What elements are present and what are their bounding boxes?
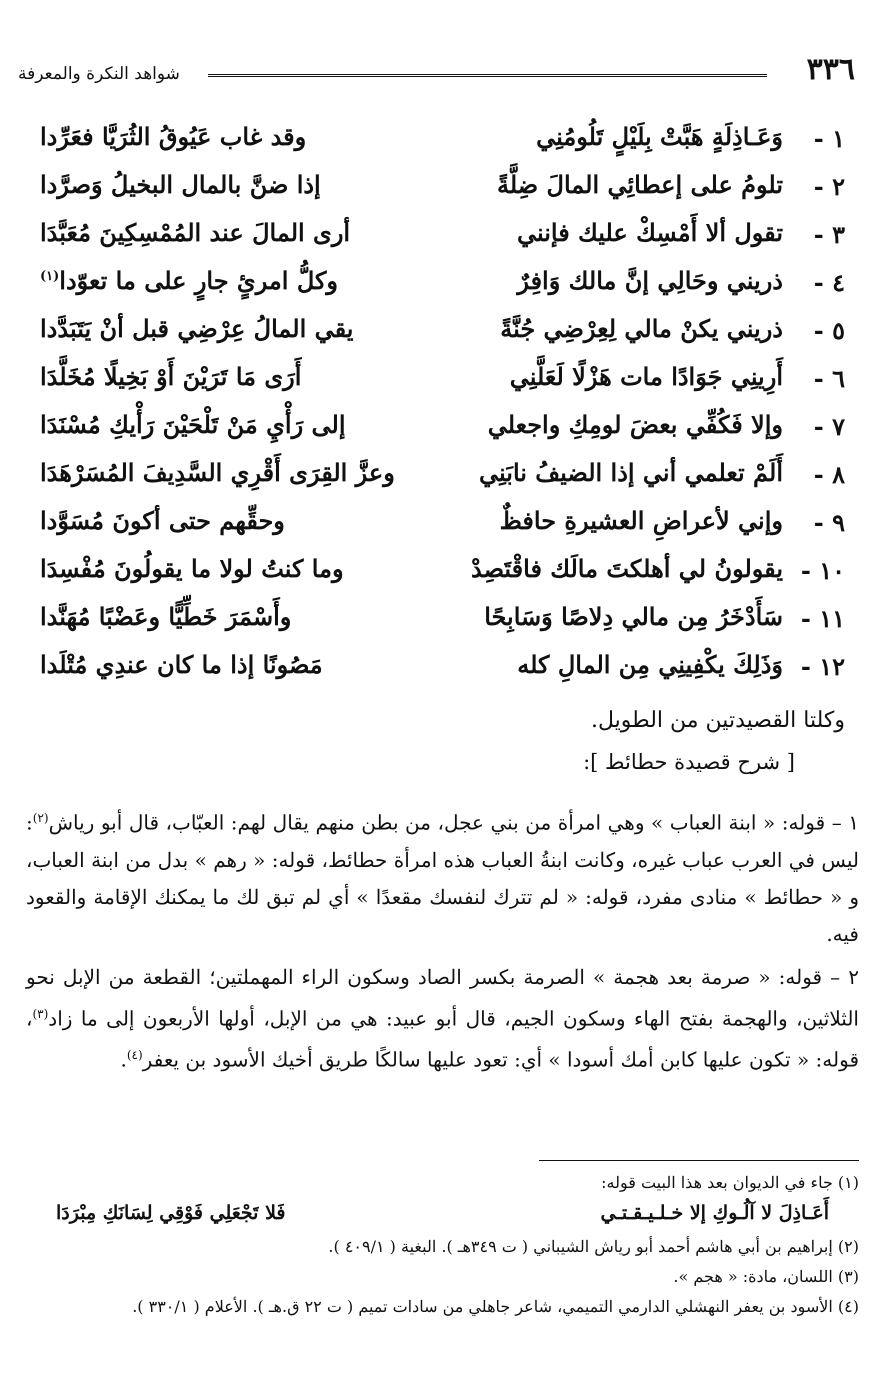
verse-first-hemistich: تقول ألا أَمْسِكْ عليك فإنني [516, 218, 783, 247]
verse-second-hemistich [40, 650, 430, 679]
verse-number: ٨ - [813, 460, 845, 489]
paragraph-text: ٢ – قوله: « صرمة بعد هجمة » الصرمة بكسر الصاد وسكون الراء المهملتين؛ القطعة من الإبل نحو الثلاثين، والهجمة بفتح الهاء وسكون الجيم، قال أبو عبيد: هي من الإبل، أولها الأربعون إلى ما زاد [26, 964, 859, 1031]
verse-second-hemistich-text: وعزَّ القِرَى أَقْرِي السَّدِيفَ المُسَرْهَدَا [40, 458, 395, 487]
verse-second-hemistich [40, 554, 430, 583]
verse-line [40, 646, 845, 694]
verse-number: ١ - [813, 124, 845, 153]
verse-second-hemistich-text: يقي المالُ عِرْضِي قبل أنْ يَتَبَدَّدا [40, 314, 354, 343]
footnotes [26, 1168, 859, 1322]
poem [40, 118, 845, 694]
footnote-separator [539, 1160, 859, 1161]
verse-number: ٩ - [813, 508, 845, 537]
verse-second-hemistich-text: وقد غاب عَيُوقُ الثُرَيَّا فعَرِّدا [40, 122, 307, 151]
page-header [18, 52, 867, 92]
verse-line [40, 598, 845, 646]
meter-note: وكلتا القصيدتين من الطويل. [591, 708, 845, 733]
footnote-ref[interactable]: (٣) [32, 1006, 49, 1021]
verse-first-hemistich: أَرِينِي جَوَادًا مات هَزْلًا لَعَلَّنِي [509, 362, 783, 391]
page-number: ٣٣٦ [806, 52, 855, 87]
footnote-3: (٣) اللسان، مادة: « هجم ». [673, 1267, 859, 1286]
verse-number: ٤ - [813, 268, 845, 297]
verse-first-hemistich: وَذَلِكَ يكْفِينِي مِن المالِ كله [517, 650, 783, 679]
verse-first-hemistich: وإني لأعراضِ العشيرةِ حافظٌ [499, 506, 783, 535]
footnote-verse-second-hemistich: فَلا تَجْعَلِي فَوْقِي لِسَانَكِ مِبْرَدَا [56, 1202, 286, 1224]
paragraph-text: . [120, 1047, 127, 1072]
verse-second-hemistich-text: أرى المالَ عند المُمْسِكِينَ مُعَبَّدَا [40, 218, 351, 247]
verse-line [40, 310, 845, 358]
footnote-2: (٢) إبراهيم بن أبي هاشم أحمد أبو رياش الشيباني ( ت ٣٤٩هـ ). البغية ( ٤٠٩/١ ). [328, 1237, 859, 1256]
verse-line [40, 406, 845, 454]
verse-first-hemistich: وإلا فَكُفِّي بعضَ لومِكِ واجعلي [487, 410, 783, 439]
verse-number: ١٢ - [800, 652, 845, 681]
verse-second-hemistich [40, 170, 430, 199]
verse-number: ٦ - [813, 364, 845, 393]
verse-first-hemistich: وَعَـاذِلَةٍ هَبَّتْ بِلَيْلٍ تَلُومُنِي [536, 122, 783, 151]
verse-second-hemistich-text: مَصُونًا إذا ما كان عندِي مُتْلَدا [40, 650, 323, 679]
verse-first-hemistich: أَلَمْ تعلمي أني إذا الضيفُ نابَنِي [479, 458, 783, 487]
verse-line [40, 118, 845, 166]
footnote-verse [26, 1198, 859, 1232]
verse-number: ٣ - [813, 220, 845, 249]
verse-second-hemistich [40, 218, 430, 247]
verse-number: ٥ - [813, 316, 845, 345]
verse-second-hemistich [40, 122, 430, 151]
verse-first-hemistich: يقولونُ لي أهلكتَ مالَك فاقْتَصِدْ [471, 554, 783, 583]
verse-second-hemistich [40, 506, 430, 535]
verse-number: ٧ - [813, 412, 845, 441]
verse-line [40, 214, 845, 262]
verse-second-hemistich-text: وأَسْمَرَ خَطِّيًّا وعَضْبًا مُهَنَّدا [40, 602, 292, 631]
verse-second-hemistich [40, 458, 430, 487]
verse-line [40, 358, 845, 406]
verse-second-hemistich [40, 266, 430, 295]
verse-line [40, 262, 845, 310]
section-title: [ شرح قصيدة حطائط ]: [583, 750, 795, 774]
footnote-1: (١) جاء في الديوان بعد هذا البيت قوله: [601, 1173, 859, 1192]
verse-second-hemistich-text: وحقِّهم حتى أكونَ مُسَوَّدا [40, 506, 285, 535]
paragraph-text: ١ – قوله: « ابنة العباب » وهي امرأة من بني عجل، من بطن منهم يقال لهم: العبّاب، قال أبو رياش [48, 810, 859, 835]
verse-second-hemistich [40, 410, 430, 439]
paragraph-text: : ليس في العرب عباب غيره، وكانت ابنةُ العباب هذه امرأة حطائط، قوله: « رهم » بدل من ابنة العباب، و « حطائط » منادى مفرد، قوله: « لم تترك لنفسك مقعدًا » أي لم تبق لك ما يمكنك الإقامة والقعود فيه. [26, 810, 859, 946]
commentary [26, 800, 859, 1085]
verse-line [40, 454, 845, 502]
verse-number: ٢ - [813, 172, 845, 201]
footnote-ref[interactable]: (١) [40, 269, 60, 284]
footnote-verse-first-hemistich: أَعَـاذِلَ لا آلُـوكِ إلا خـلـيـقـتـي [600, 1202, 829, 1224]
commentary-paragraph [26, 959, 859, 1079]
verse-second-hemistich [40, 602, 430, 631]
verse-line [40, 550, 845, 598]
verse-number: ١٠ - [800, 556, 845, 585]
footnote-ref[interactable]: (٢) [32, 811, 49, 825]
verse-first-hemistich: تلومُ على إعطائِي المالَ ضِلَّةً [496, 170, 783, 199]
verse-first-hemistich: ذريني وحَالِي إنَّ مالك وَافِرٌ [517, 266, 783, 295]
verse-line [40, 166, 845, 214]
footnote-ref[interactable]: (٤) [126, 1048, 143, 1063]
verse-line [40, 502, 845, 550]
footnote-4: (٤) الأسود بن يعفر النهشلي الدارمي التميمي، شاعر جاهلي من سادات تميم ( ت ٢٢ ق.هـ ). الأعلام ( ٣٣٠/١ ). [132, 1297, 859, 1316]
verse-second-hemistich [40, 314, 430, 343]
verse-second-hemistich [40, 362, 430, 391]
paragraph-text: ، قوله: « تكون عليها كابن أمك أسودا » أي: تعود عليها سالكًا طريق أخيك الأسود بن يعفر [26, 1006, 859, 1072]
verse-first-hemistich: ذريني يكنْ مالي لِعِرْضِي جُنَّةً [500, 314, 783, 343]
verse-second-hemistich-text: إذا ضنَّ بالمال البخيلُ وَصرَّدا [40, 170, 321, 199]
verse-second-hemistich-text: أَرَى مَا تَرَيْنَ أَوْ بَخِيلًا مُخَلَّدَا [40, 362, 302, 391]
verse-second-hemistich-text: إلى رَأْيِ مَنْ تَلْحَيْنَ رَأْيكِ مُسْنَدَا [40, 410, 346, 439]
verse-number: ١١ - [800, 604, 845, 633]
verse-second-hemistich-text: وكلُّ امرئٍ جارٍ على ما تعوّدا [59, 266, 339, 295]
commentary-paragraph [26, 800, 859, 953]
running-title: شواهد النكرة والمعرفة [18, 64, 180, 84]
verse-second-hemistich-text: وما كنتُ لولا ما يقولُونَ مُفْسِدَا [40, 554, 344, 583]
header-rule [208, 74, 767, 77]
verse-first-hemistich: سَأَدْخَرُ مِن مالي دِلاصًا وَسَابِحًا [484, 602, 783, 631]
